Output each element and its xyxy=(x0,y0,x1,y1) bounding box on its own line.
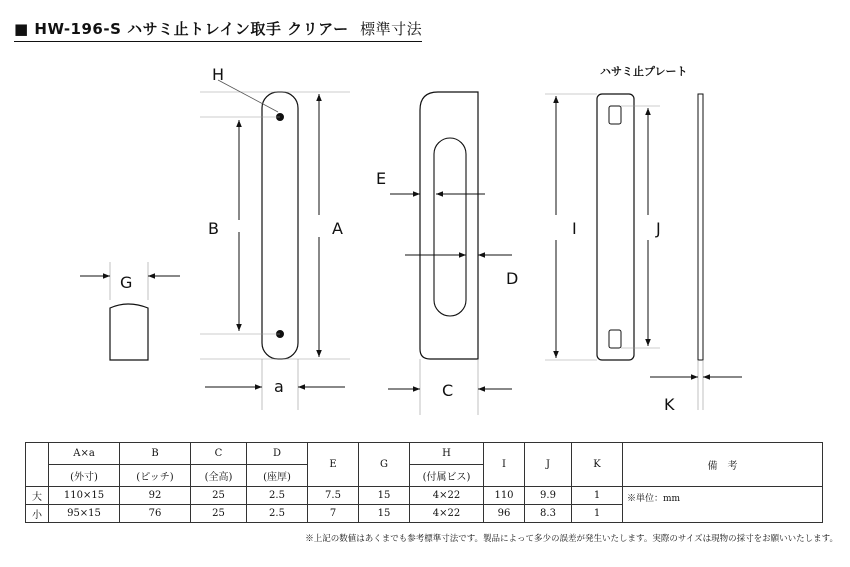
table-cell: 4×22 xyxy=(410,487,484,505)
footnote: ※上記の数値はあくまでも参考標準寸法です。製品によって多少の誤差が発生いたします。実際のサイズは現物の採寸をお願いいたします。 xyxy=(305,534,838,544)
label-d: D xyxy=(506,269,519,288)
table-header-cell: G xyxy=(359,443,410,487)
table-cell: 95×15 xyxy=(49,505,120,523)
table-cell: 9.9 xyxy=(525,487,572,505)
table-cell: 7.5 xyxy=(308,487,359,505)
handle-front-view xyxy=(200,80,350,410)
table-header-sub: (外寸) xyxy=(49,465,120,487)
title-main: ■ HW-196-S ハサミ止トレイン取手 クリアー xyxy=(14,20,349,38)
label-k: K xyxy=(664,395,675,414)
table-header-sub: (付属ビス) xyxy=(410,465,484,487)
table-header-cell: J xyxy=(525,443,572,487)
plate-side-view xyxy=(650,94,742,410)
plate-front-view xyxy=(545,94,660,360)
table-header-cell: H xyxy=(410,443,484,465)
label-a-upper: A xyxy=(332,219,343,238)
table-cell: 2.5 xyxy=(247,487,308,505)
table-header-cell: A×a xyxy=(49,443,120,465)
handle-side-view xyxy=(388,92,512,415)
label-j: J xyxy=(656,219,661,238)
table-header-cell: I xyxy=(484,443,525,487)
label-i: I xyxy=(572,219,577,238)
table-cell: 110×15 xyxy=(49,487,120,505)
label-e: E xyxy=(376,169,387,188)
table-header-cell: D xyxy=(247,443,308,465)
spec-table xyxy=(25,442,823,523)
label-a-lower: a xyxy=(274,377,284,396)
label-c: C xyxy=(442,381,454,400)
table-cell: 7 xyxy=(308,505,359,523)
table-header-cell: K xyxy=(572,443,623,487)
title-sub: 標準寸法 xyxy=(360,20,423,38)
table-cell: 96 xyxy=(484,505,525,523)
table-header-cell: E xyxy=(308,443,359,487)
table-header-sub: (全高) xyxy=(191,465,247,487)
table-cell: 25 xyxy=(191,505,247,523)
row-size: 小 xyxy=(26,505,49,523)
table-header-row-1 xyxy=(26,443,823,465)
label-b: B xyxy=(208,219,219,238)
label-g: G xyxy=(120,273,133,292)
table-cell: 25 xyxy=(191,487,247,505)
table-cell: 110 xyxy=(484,487,525,505)
plate-title: ハサミ止プレート xyxy=(600,65,688,78)
table-cell: 15 xyxy=(359,487,410,505)
table-cell: 2.5 xyxy=(247,505,308,523)
table-cell: 8.3 xyxy=(525,505,572,523)
table-row xyxy=(26,487,823,505)
table-header-cell xyxy=(26,443,49,487)
table-header-sub: (ピッチ) xyxy=(120,465,191,487)
table-cell: 4×22 xyxy=(410,505,484,523)
table-cell: 1 xyxy=(572,487,623,505)
table-cell: 15 xyxy=(359,505,410,523)
table-header-cell: C xyxy=(191,443,247,465)
table-cell: 92 xyxy=(120,487,191,505)
remarks-cell: ※単位：mm xyxy=(623,487,823,523)
label-h: H xyxy=(212,65,225,84)
table-cell: 76 xyxy=(120,505,191,523)
table-cell: 1 xyxy=(572,505,623,523)
table-header-cell: B xyxy=(120,443,191,465)
table-header-sub: (座厚) xyxy=(247,465,308,487)
table-header-cell: 備 考 xyxy=(623,443,823,487)
row-size: 大 xyxy=(26,487,49,505)
